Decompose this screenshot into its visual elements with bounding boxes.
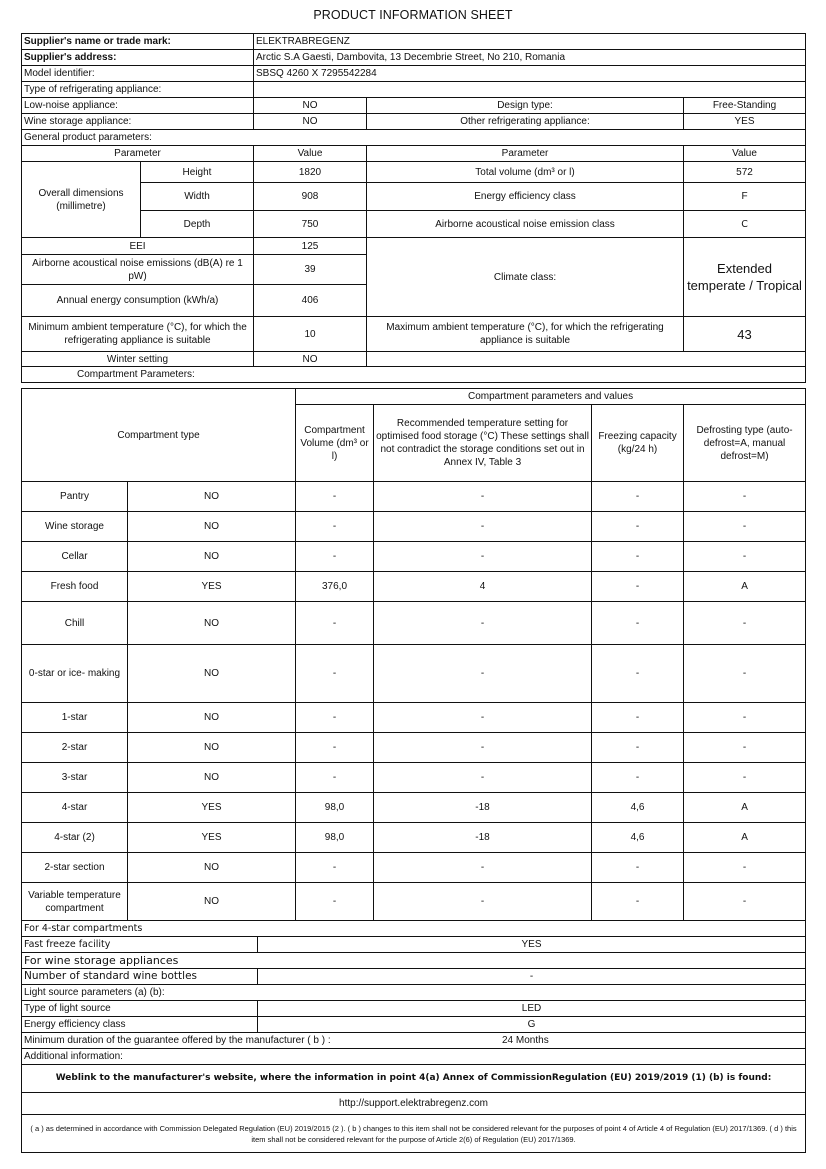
compartment-section-label: Compartment Parameters: [22, 367, 806, 383]
compartment-temperature: 4 [374, 572, 592, 602]
compartment-present: NO [128, 602, 296, 645]
compartment-freezing-capacity: - [592, 482, 684, 512]
supplier-name-label: Supplier's name or trade mark: [22, 34, 254, 50]
energy-class-label: Energy efficiency class [367, 183, 684, 211]
compartment-type: 0-star or ice- making [22, 645, 128, 703]
compartment-present: NO [128, 512, 296, 542]
compartment-freezing-capacity: 4,6 [592, 823, 684, 853]
low-noise-label: Low-noise appliance: [22, 98, 254, 114]
compartment-type: 1-star [22, 703, 128, 733]
additional-info-table [21, 920, 806, 1153]
compartment-present: YES [128, 823, 296, 853]
compartment-temperature: - [374, 763, 592, 793]
fast-freeze-label: Fast freeze facility [22, 937, 258, 953]
compartment-present: YES [128, 793, 296, 823]
compartment-temperature: -18 [374, 793, 592, 823]
table-row [22, 853, 806, 883]
footnote: ( a ) as determined in accordance with Commission Delegated Regulation (EU) 2019/2015 (2 ). ( b ) changes to this item shall not be considered relevant for the purposes of point 4 of Article 4 of Regulation (EU) 2017/1369. ( d ) this item shall not be considered relevant for the purpose of Article 2(6) of Regulation (EU) 2017/1369. [22, 1115, 806, 1153]
compartment-defrost-type: A [684, 572, 806, 602]
compartment-freezing-capacity: - [592, 853, 684, 883]
appliance-type-label: Type of refrigerating appliance: [22, 82, 254, 98]
compartment-defrost-type: - [684, 763, 806, 793]
compartment-type: 4-star [22, 793, 128, 823]
compartment-type: Variable temperature compartment [22, 883, 128, 921]
table-row [22, 602, 806, 645]
winter-setting-value: NO [254, 352, 367, 367]
table-row [22, 703, 806, 733]
compartment-type: Pantry [22, 482, 128, 512]
compartment-type: Chill [22, 602, 128, 645]
compartment-temperature: - [374, 512, 592, 542]
light-type-value: LED [258, 1001, 806, 1017]
annual-energy-label: Annual energy consumption (kWh/a) [22, 285, 254, 317]
wine-section-label: For wine storage appliances [22, 953, 806, 969]
table-row [22, 823, 806, 853]
temperature-header: Recommended temperature setting for optimised food storage (°C) These settings shall not contradict the storage conditions set out in Annex IV, Table 3 [374, 405, 592, 482]
compartment-present: YES [128, 572, 296, 602]
compartment-volume: - [296, 542, 374, 572]
noise-emissions-label: Airborne acoustical noise emissions (dB(A) re 1 pW) [22, 255, 254, 285]
winter-setting-label: Winter setting [22, 352, 254, 367]
depth-value: 750 [254, 211, 367, 238]
parameter-header-2: Parameter [367, 146, 684, 162]
compartment-defrost-type: - [684, 645, 806, 703]
compartment-temperature: - [374, 482, 592, 512]
other-appliance-value: YES [684, 114, 806, 130]
compartment-table [21, 388, 806, 921]
empty-cell [367, 352, 806, 367]
annual-energy-value: 406 [254, 285, 367, 317]
compartment-volume: - [296, 602, 374, 645]
compartment-freezing-capacity: - [592, 703, 684, 733]
compartment-freezing-capacity: - [592, 542, 684, 572]
eei-label: EEI [22, 238, 254, 255]
max-temp-label: Maximum ambient temperature (°C), for which the refrigerating appliance is suitable [367, 317, 684, 352]
compartment-freezing-capacity: - [592, 733, 684, 763]
height-label: Height [141, 162, 254, 183]
table-row [22, 482, 806, 512]
guarantee-row [22, 1033, 806, 1049]
compartment-volume: - [296, 482, 374, 512]
compartment-temperature: - [374, 645, 592, 703]
value-header-2: Value [684, 146, 806, 162]
appliance-type-value [254, 82, 806, 98]
compartment-temperature: - [374, 883, 592, 921]
compartment-type: 4-star (2) [22, 823, 128, 853]
compartment-present: NO [128, 733, 296, 763]
light-energy-value: G [258, 1017, 806, 1033]
compartment-present: NO [128, 482, 296, 512]
compartment-type-header: Compartment type [22, 389, 296, 482]
compartment-freezing-capacity: 4,6 [592, 793, 684, 823]
compartment-defrost-type: - [684, 542, 806, 572]
light-section-label: Light source parameters (a) (b): [22, 985, 806, 1001]
compartment-freezing-capacity: - [592, 645, 684, 703]
design-type-value: Free-Standing [684, 98, 806, 114]
compartment-rows [22, 482, 806, 921]
compartment-volume: 98,0 [296, 823, 374, 853]
value-header: Value [254, 146, 367, 162]
guarantee-label: Minimum duration of the guarantee offered by the manufacturer ( b ) : [24, 1035, 331, 1046]
page-title: PRODUCT INFORMATION SHEET [313, 8, 513, 22]
compartment-type: 2-star section [22, 853, 128, 883]
table-row [22, 542, 806, 572]
max-temp-value: 43 [684, 317, 806, 352]
volume-header: Compartment Volume (dm³ or l) [296, 405, 374, 482]
compartment-type: Fresh food [22, 572, 128, 602]
light-type-label: Type of light source [22, 1001, 258, 1017]
table-row [22, 645, 806, 703]
compartment-freezing-capacity: - [592, 572, 684, 602]
climate-class-label: Climate class: [367, 238, 684, 317]
wine-bottles-value: - [258, 969, 806, 985]
compartment-volume: 376,0 [296, 572, 374, 602]
guarantee-value: 24 Months [502, 1035, 549, 1046]
design-type-label: Design type: [367, 98, 684, 114]
low-noise-value: NO [254, 98, 367, 114]
weblink-url[interactable]: http://support.elektrabregenz.com [22, 1093, 806, 1115]
min-temp-label: Minimum ambient temperature (°C), for which the refrigerating appliance is suitable [22, 317, 254, 352]
fast-freeze-value: YES [258, 937, 806, 953]
compartment-defrost-type: - [684, 883, 806, 921]
overall-dimensions-label: Overall dimensions (millimetre) [22, 162, 141, 238]
compartment-volume: - [296, 512, 374, 542]
noise-class-label: Airborne acoustical noise emission class [367, 211, 684, 238]
min-temp-value: 10 [254, 317, 367, 352]
depth-label: Depth [141, 211, 254, 238]
compartment-defrost-type: A [684, 823, 806, 853]
compartment-volume: - [296, 853, 374, 883]
compartment-defrost-type: - [684, 602, 806, 645]
compartment-type: 3-star [22, 763, 128, 793]
width-value: 908 [254, 183, 367, 211]
compartment-present: NO [128, 542, 296, 572]
compartment-type: Wine storage [22, 512, 128, 542]
general-section-label: General product parameters: [22, 130, 806, 146]
compartment-present: NO [128, 703, 296, 733]
compartment-temperature: - [374, 542, 592, 572]
compartment-params-header: Compartment parameters and values [296, 389, 806, 405]
compartment-defrost-type: - [684, 853, 806, 883]
table-row [22, 512, 806, 542]
freezing-capacity-header: Freezing capacity (kg/24 h) [592, 405, 684, 482]
additional-info-label: Additional information: [22, 1049, 806, 1065]
table-row [22, 572, 806, 602]
compartment-temperature: - [374, 703, 592, 733]
supplier-address-label: Supplier's address: [22, 50, 254, 66]
compartment-present: NO [128, 883, 296, 921]
energy-class-value: F [684, 183, 806, 211]
compartment-type: 2-star [22, 733, 128, 763]
width-label: Width [141, 183, 254, 211]
compartment-volume: - [296, 763, 374, 793]
compartment-defrost-type: - [684, 703, 806, 733]
compartment-volume: 98,0 [296, 793, 374, 823]
wine-storage-value: NO [254, 114, 367, 130]
model-identifier-value: SBSQ 4260 X 7295542284 [254, 66, 806, 82]
compartment-defrost-type: A [684, 793, 806, 823]
defrosting-type-header: Defrosting type (auto-defrost=A, manual defrost=M) [684, 405, 806, 482]
compartment-volume: - [296, 703, 374, 733]
table-row [22, 793, 806, 823]
compartment-volume: - [296, 645, 374, 703]
supplier-name-value: ELEKTRABREGENZ [254, 34, 806, 50]
total-volume-value: 572 [684, 162, 806, 183]
wine-storage-label: Wine storage appliance: [22, 114, 254, 130]
compartment-present: NO [128, 853, 296, 883]
noise-emissions-value: 39 [254, 255, 367, 285]
noise-class-value: C [684, 211, 806, 238]
compartment-defrost-type: - [684, 482, 806, 512]
other-appliance-label: Other refrigerating appliance: [367, 114, 684, 130]
weblink-label: Weblink to the manufacturer's website, where the information in point 4(a) Annex of CommissionRegulation (EU) 2019/2019 (1) (b) is found: [22, 1065, 806, 1093]
compartment-type: Cellar [22, 542, 128, 572]
compartment-temperature: - [374, 853, 592, 883]
compartment-present: NO [128, 645, 296, 703]
compartment-freezing-capacity: - [592, 883, 684, 921]
eei-value: 125 [254, 238, 367, 255]
compartment-temperature: - [374, 602, 592, 645]
compartment-freezing-capacity: - [592, 602, 684, 645]
compartment-temperature: - [374, 733, 592, 763]
total-volume-label: Total volume (dm³ or l) [367, 162, 684, 183]
table-row [22, 883, 806, 921]
climate-class-value: Extended temperate / Tropical [684, 238, 806, 317]
compartment-present: NO [128, 763, 296, 793]
model-identifier-label: Model identifier: [22, 66, 254, 82]
light-energy-label: Energy efficiency class [22, 1017, 258, 1033]
table-row [22, 763, 806, 793]
compartment-defrost-type: - [684, 733, 806, 763]
compartment-volume: - [296, 883, 374, 921]
general-info-table [21, 33, 806, 383]
compartment-freezing-capacity: - [592, 512, 684, 542]
compartment-freezing-capacity: - [592, 763, 684, 793]
four-star-section-label: For 4-star compartments [22, 921, 806, 937]
parameter-header: Parameter [22, 146, 254, 162]
supplier-address-value: Arctic S.A Gaesti, Dambovita, 13 Decembrie Street, No 210, Romania [254, 50, 806, 66]
compartment-volume: - [296, 733, 374, 763]
height-value: 1820 [254, 162, 367, 183]
wine-bottles-label: Number of standard wine bottles [22, 969, 258, 985]
table-row [22, 733, 806, 763]
compartment-defrost-type: - [684, 512, 806, 542]
compartment-temperature: -18 [374, 823, 592, 853]
